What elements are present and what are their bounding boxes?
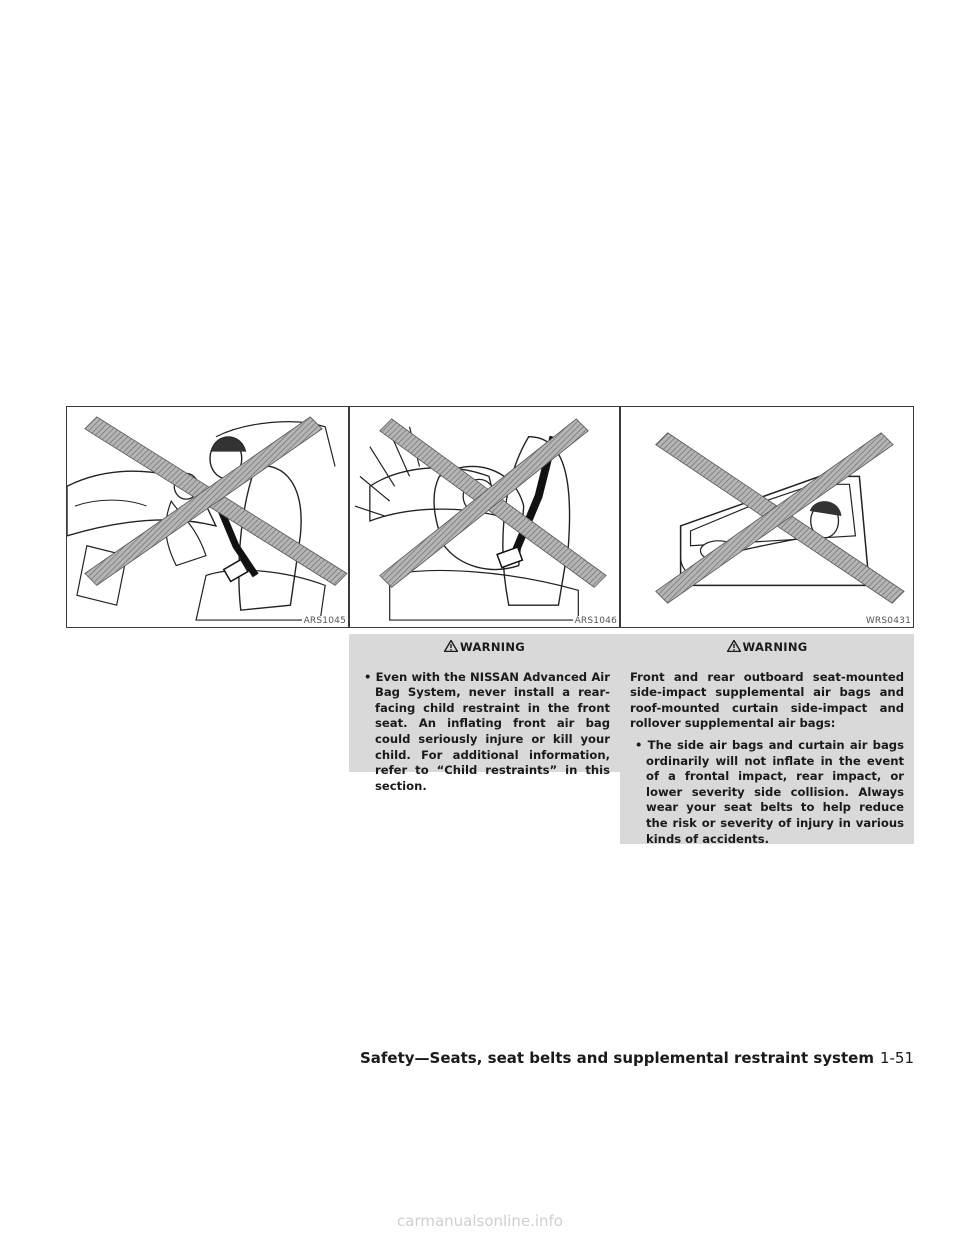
child-leaning-window-illustration-icon (621, 407, 913, 627)
figure-rear-facing-seat (349, 406, 620, 628)
warning-box-side-airbags (620, 634, 914, 844)
watermark: carmanualsonline.info (397, 1212, 563, 1230)
warning-intro: Front and rear outboard seat-mounted side-impact supplemental air bags and roof-mounted curtain side-impact and rollover supplemental air bags: (630, 669, 904, 731)
figure-child-front-seat (66, 406, 349, 628)
figure-code: ARS1046 (574, 616, 617, 626)
warning-bullet: • Even with the NISSAN Advanced Air Bag System, never install a rear-facing child restraint in the front seat. An inflating front air bag could seriously injure or kill your child. For additional information, refer to “Child restraints” in this section. (364, 669, 610, 793)
page-footer (360, 1049, 914, 1067)
figure-child-window (620, 406, 914, 628)
warning-triangle-icon (727, 640, 741, 652)
section-title: Safety—Seats, seat belts and supplemental restraint system (359, 1049, 874, 1067)
rear-facing-child-seat-illustration-icon (350, 407, 619, 627)
warning-bullet: • The side air bags and curtain air bags ordinarily will not inflate in the event of a frontal impact, rear impact, or lower severity side collision. Always wear your seat belts to help reduce the risk or severity of injury in various kinds of accidents. (635, 737, 904, 846)
page-number: 1-51 (879, 1049, 914, 1067)
warning-triangle-icon (444, 640, 458, 652)
figure-code: ARS1045 (303, 616, 346, 626)
figure-code: WRS0431 (865, 616, 911, 626)
warning-title: WARNING (359, 640, 610, 656)
warning-title: WARNING (630, 640, 904, 656)
child-front-seat-illustration-icon (67, 407, 348, 627)
warning-box-rear-facing (349, 634, 620, 793)
